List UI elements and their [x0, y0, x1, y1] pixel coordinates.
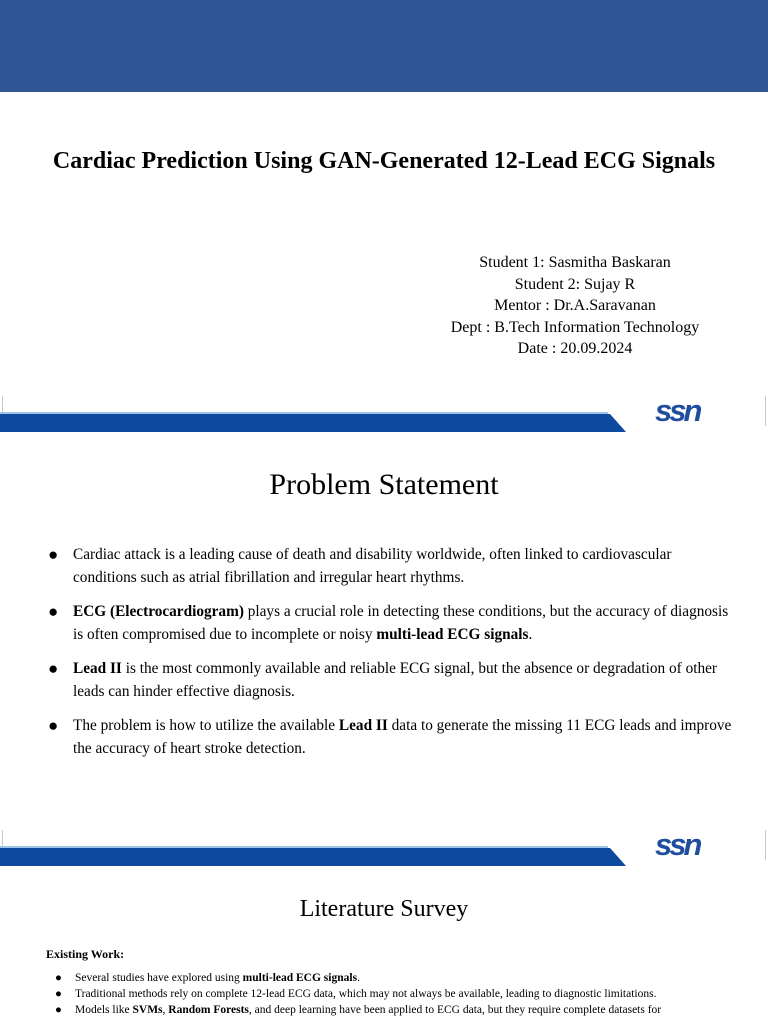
student-1: Student 1: Sasmitha Baskaran: [479, 254, 671, 271]
ssn-logo: ssn: [655, 393, 700, 428]
list-item: ● Cardiac attack is a leading cause of death and disability worldwide, often linked to cardiovascular conditions such as atrial fibrillation and irregular heart rhythms.: [48, 545, 672, 586]
slide-footer: [0, 827, 768, 870]
date: Date : 20.09.2024: [517, 340, 633, 357]
list-item: ● ECG (Electrocardiogram) plays a crucial role in detecting these conditions, but the accuracy of diagnosis is often compromised due to incomplete or noisy multi-lead ECG signals.: [48, 602, 729, 643]
mentor: Mentor : Dr.A.Saravanan: [494, 297, 656, 314]
literature-bullets: [55, 970, 755, 1018]
footer-right-border: [765, 396, 766, 426]
slide-header-band: [0, 0, 768, 92]
presenter-info: [420, 252, 730, 360]
list-item: ● Several studies have explored using multi-lead ECG signals.: [55, 972, 360, 984]
literature-survey-title: Literature Survey: [299, 896, 469, 922]
list-item: ● Models like SVMs, Random Forests, and deep learning have been applied to ECG data, but they require complete datasets for: [55, 1004, 662, 1016]
problem-statement-title: Problem Statement: [269, 468, 499, 501]
list-item: ● The problem is how to utilize the available Lead II data to generate the missing 11 ECG leads and improve the accuracy of heart stroke detection.: [48, 716, 732, 757]
list-item: ● Traditional methods rely on complete 12-lead ECG data, which may not always be available, leading to diagnostic limitations.: [55, 988, 657, 1000]
slide-title: Cardiac Prediction Using GAN-Generated 12-Lead ECG Signals: [52, 148, 716, 174]
department: Dept : B.Tech Information Technology: [450, 318, 700, 336]
footer-bar: [0, 414, 630, 432]
footer-right-border: [765, 830, 766, 860]
student-2: Student 2: Sujay R: [514, 275, 636, 293]
footer-bar: [0, 848, 630, 866]
existing-work-label: Existing Work:: [46, 947, 125, 961]
ssn-logo: ssn: [655, 827, 700, 862]
slide-footer: [0, 393, 768, 436]
problem-bullets: [48, 543, 738, 771]
list-item: ● Lead II is the most commonly available and reliable ECG signal, but the absence or degradation of other leads can hinder effective diagnosis.: [48, 659, 718, 700]
